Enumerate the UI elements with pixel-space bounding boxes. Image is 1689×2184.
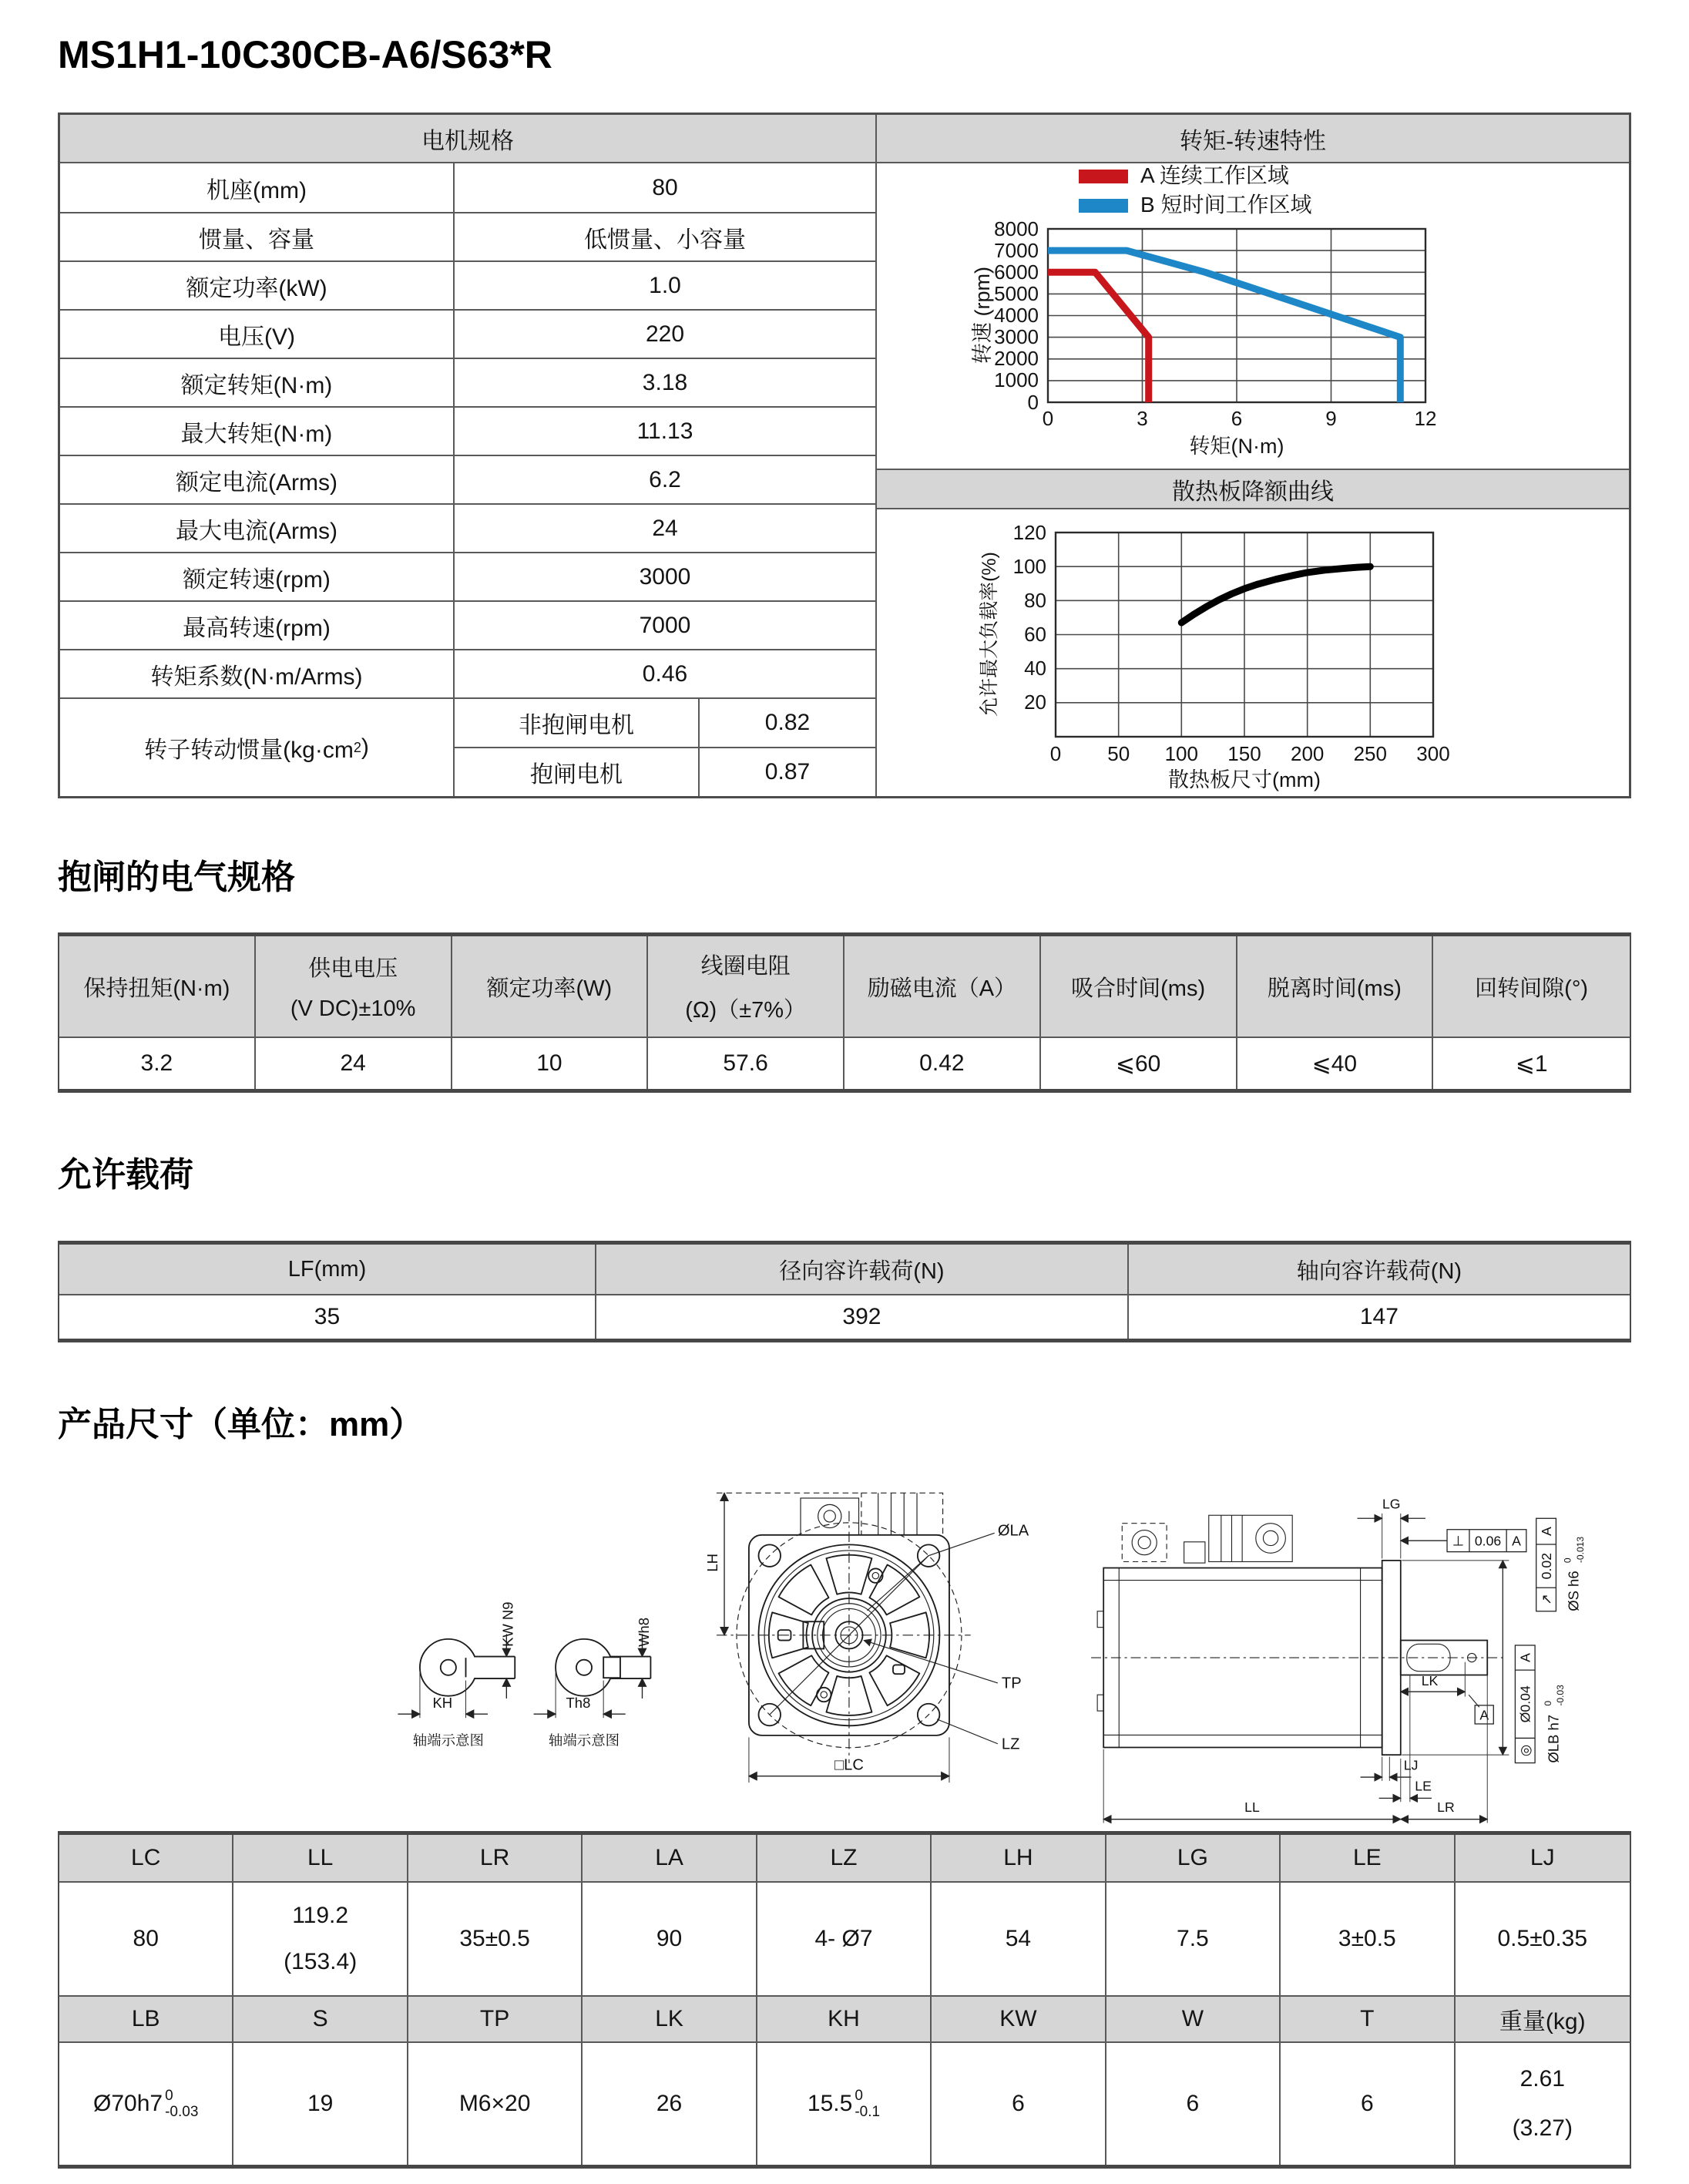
x-axis-ticks [1050,742,1450,765]
svg-text:120: 120 [1012,521,1046,544]
inertia-label-sup: 2 [353,739,361,755]
svg-text:100: 100 [1012,555,1046,578]
svg-text:250: 250 [1353,742,1387,765]
dim-label-kw: KW N9 [499,1601,516,1647]
shaft-end-view-1 [398,1602,515,1749]
legend-label-short-time: B 短时间工作区域 [1140,193,1312,217]
table-row [60,552,875,600]
inertia-label-text: 转子转动惯量(kg·cm [144,738,354,763]
dim-label-kh: KH [432,1694,453,1711]
table-cell: M6×20 [408,2041,583,2165]
column-header: 线圈电阻 (Ω)（±7%） [648,936,844,1037]
dim-label-t: Th8 [566,1694,591,1711]
series-derating-curve [1181,566,1370,623]
legend-swatch-continuous [1079,170,1128,183]
x-axis-label: 转矩(N·m) [1189,435,1284,458]
svg-text:0.02: 0.02 [1538,1552,1554,1580]
runout-tolerance [1536,1518,1556,1611]
column-header: 回转间隙(°) [1433,936,1630,1037]
svg-text:⊥: ⊥ [1452,1533,1465,1549]
dim-label-lc: □LC [834,1756,864,1774]
svg-text:100: 100 [1164,742,1198,765]
spec-value: 0.87 [764,759,811,785]
svg-text:0: 0 [1042,407,1054,430]
connector-side [1122,1515,1292,1563]
table-row [455,747,875,796]
spec-label: 最高转速(rpm) [60,600,455,649]
spec-value: 1.0 [455,260,875,309]
y-axis-label: 允许最大负载率(%) [979,552,1000,717]
table-cell: 90 [583,1881,757,1995]
svg-text:0: 0 [1542,1700,1553,1706]
spec-label: 额定转速(rpm) [60,552,455,600]
table-cell: 35±0.5 [408,1881,583,1995]
table-cell: Ø70h7 0 -0.03 [59,2041,233,2165]
inertia-label-close: ) [361,734,369,760]
table-row [60,455,875,503]
shaft-end-caption: 轴端示意图 [412,1732,484,1749]
svg-text:80: 80 [1024,589,1046,612]
column-header: LB [59,1995,233,2041]
svg-text:7000: 7000 [994,239,1039,262]
series-short-time-zone [1048,250,1400,402]
column-header: LC [59,1835,233,1881]
dim-label-tp: TP [1001,1675,1022,1692]
table-row [60,309,875,358]
allowable-load-table [58,1241,1631,1342]
table-row [60,358,875,406]
spec-label: 额定功率(kW) [60,260,455,309]
dimension-table [58,1831,1631,2169]
column-header: TP [408,1995,583,2041]
dim-label-lj: LJ [1403,1757,1419,1773]
column-header: LK [583,1995,757,2041]
table-cell: 6 [932,2041,1106,2165]
table-cell: 35 [59,1294,596,1339]
column-header: 脱离时间(ms) [1237,936,1434,1037]
column-header: LH [932,1835,1106,1881]
spec-label: 转矩系数(N·m/Arms) [60,649,455,697]
spec-value: 0.82 [764,710,811,735]
shaft-end-caption: 轴端示意图 [548,1732,620,1749]
svg-text:50: 50 [1107,742,1130,765]
column-header: LZ [757,1835,932,1881]
table-row [60,503,875,552]
svg-text:◎: ◎ [1517,1744,1533,1757]
table-row [60,212,875,260]
spec-label: 最大电流(Arms) [60,503,455,552]
column-header: LA [583,1835,757,1881]
inertia-sub-table [455,699,875,796]
svg-text:1000: 1000 [994,368,1039,391]
svg-text:2000: 2000 [994,347,1039,370]
perpendicularity-tolerance [1401,1530,1526,1552]
column-header: KH [757,1995,932,2041]
column-header: LE [1281,1835,1455,1881]
spec-value: 80 [652,174,678,200]
shaft-diameter-label [1563,1537,1586,1611]
svg-text:6: 6 [1231,407,1243,430]
svg-text:60: 60 [1024,623,1046,646]
column-header: KW [932,1995,1106,2041]
spec-label: 电压(V) [60,309,455,358]
spec-value: 11.13 [455,406,875,455]
svg-text:4000: 4000 [994,304,1039,327]
svg-text:0: 0 [1562,1557,1573,1564]
column-header: LG [1106,1835,1281,1881]
column-header: T [1281,1995,1455,2041]
svg-text:9: 9 [1325,407,1337,430]
column-header: 励磁电流（A） [844,936,1041,1037]
brake-section-title: 抱闸的电气规格 [58,858,295,896]
svg-text:6000: 6000 [994,260,1039,284]
dim-label-lh: LH [703,1554,720,1572]
column-header: 供电电压 (V DC)±10% [256,936,452,1037]
table-cell: ⩽40 [1237,1037,1434,1089]
svg-text:ØLB h7: ØLB h7 [1545,1714,1562,1763]
shaft-end-view-2 [534,1618,652,1748]
derating-chart-svg [963,509,1487,791]
table-cell: 2.61 (3.27) [1456,2041,1630,2165]
dim-label-lk: LK [1421,1673,1439,1689]
table-cell: 80 [59,1881,233,1995]
table-cell: 24 [256,1037,452,1089]
legend-label-continuous: A 连续工作区域 [1140,163,1289,187]
derating-chart-header: 散热板降额曲线 [877,469,1629,509]
table-row [455,699,875,747]
motor-spec-header: 电机规格 [60,115,875,163]
table-row [60,649,875,697]
motor-spec-table [58,113,1631,798]
dim-label-le: LE [1415,1778,1432,1794]
inertia-row [60,697,875,796]
flange-diameter-label [1543,1685,1566,1763]
brake-spec-table [58,932,1631,1093]
side-view-drawing [1069,1473,1627,1836]
svg-text:20: 20 [1024,690,1046,714]
column-header: 吸合时间(ms) [1041,936,1237,1037]
motor-spec-left [60,115,875,796]
dimensions-section-title: 产品尺寸（单位：mm） [58,1406,424,1443]
spec-value: 24 [455,503,875,552]
table-cell: 3±0.5 [1281,1881,1455,1995]
charts-panel [875,115,1629,796]
column-header: S [233,1995,408,2041]
front-view-drawing [351,1473,1049,1836]
table-cell: 19 [233,2041,408,2165]
table-row [60,600,875,649]
torque-speed-chart-svg [963,163,1487,465]
table-cell: 15.5 0 -0.1 [757,2041,932,2165]
svg-text:3000: 3000 [994,325,1039,348]
svg-text:0.06: 0.06 [1474,1533,1502,1549]
spec-value: 3000 [455,552,875,600]
y-axis-label: 转速 (rpm) [971,267,994,364]
table-row [60,260,875,309]
svg-text:Ø0.04: Ø0.04 [1517,1685,1533,1723]
svg-text:↗: ↗ [1538,1594,1554,1605]
spec-value: 7000 [455,600,875,649]
table-cell: 6 [1281,2041,1455,2165]
svg-text:A: A [1538,1527,1554,1537]
dim-label-lg: LG [1382,1496,1401,1512]
table-row [60,406,875,455]
table-cell: 6 [1106,2041,1281,2165]
column-header: LJ [1456,1835,1630,1881]
motor-front-view [704,1493,1029,1782]
column-header: 保持扭矩(N·m) [59,936,256,1037]
derating-chart [877,509,1629,796]
spec-value: 6.2 [455,455,875,503]
legend-swatch-short-time [1079,199,1128,213]
column-header: 径向容许载荷(N) [596,1245,1129,1294]
column-header: 额定功率(W) [452,936,649,1037]
column-header: 重量(kg) [1456,1995,1630,2041]
column-header: 轴向容许载荷(N) [1129,1245,1630,1294]
y-axis-ticks [994,217,1039,414]
dim-label-lz: LZ [1001,1735,1020,1753]
dim-label-w: Wh8 [635,1618,652,1647]
table-cell: 3.2 [59,1037,256,1089]
concentricity-tolerance [1515,1645,1535,1763]
dim-label-ll: LL [1244,1799,1260,1816]
table-cell: 0.5±0.35 [1456,1881,1630,1995]
table-cell: 57.6 [648,1037,844,1089]
connector-top [801,1493,943,1535]
svg-text:A: A [1512,1533,1521,1549]
svg-text:12: 12 [1414,407,1437,430]
table-cell: 10 [452,1037,649,1089]
table-cell: 0.42 [844,1037,1041,1089]
spec-sublabel: 抱闸电机 [455,748,700,796]
svg-text:0: 0 [1049,742,1062,765]
svg-text:8000: 8000 [994,217,1039,240]
table-row [60,163,875,212]
datum-label: A [1479,1707,1489,1723]
table-cell: 4- Ø7 [757,1881,932,1995]
svg-text:-0.013: -0.013 [1574,1536,1586,1564]
table-cell: ⩽60 [1041,1037,1237,1089]
table-cell: ⩽1 [1433,1037,1630,1089]
svg-text:ØS h6: ØS h6 [1565,1571,1582,1611]
svg-text:300: 300 [1416,742,1450,765]
svg-text:5000: 5000 [994,282,1039,305]
chart-grid [1056,533,1433,737]
table-cell: 119.2 (153.4) [233,1881,408,1995]
spec-value: 低惯量、小容量 [455,212,875,260]
x-axis-ticks [1043,407,1437,430]
y-axis-ticks [1013,521,1046,714]
svg-text:3: 3 [1137,407,1148,430]
table-cell: 392 [596,1294,1129,1339]
spec-label [60,699,455,796]
spec-label: 惯量、容量 [60,212,455,260]
spec-label: 额定电流(Arms) [60,455,455,503]
svg-text:0: 0 [1027,391,1039,414]
page-title: MS1H1-10C30CB-A6/S63*R [58,33,552,76]
svg-text:40: 40 [1024,657,1046,680]
spec-value: 3.18 [455,358,875,406]
x-axis-label: 散热板尺寸(mm) [1168,768,1321,791]
dim-label-la: ØLA [997,1522,1029,1540]
spec-sublabel: 非抱闸电机 [455,699,700,747]
torque-speed-chart-header: 转矩-转速特性 [877,115,1629,163]
table-cell: 7.5 [1106,1881,1281,1995]
dim-label-lr: LR [1437,1799,1455,1816]
torque-speed-chart [877,163,1629,469]
column-header: LF(mm) [59,1245,596,1294]
column-header: W [1106,1995,1281,2041]
table-cell: 147 [1129,1294,1630,1339]
chart-grid [1048,229,1425,402]
svg-text:150: 150 [1227,742,1261,765]
svg-text:A: A [1517,1653,1533,1662]
svg-text:200: 200 [1291,742,1325,765]
table-cell: 54 [932,1881,1106,1995]
table-cell: 26 [583,2041,757,2165]
spec-label: 机座(mm) [60,163,455,212]
dimension-drawings [58,1473,1631,1816]
spec-value: 0.46 [455,649,875,697]
motor-side-view [1091,1496,1586,1823]
column-header: LL [233,1835,408,1881]
spec-label: 最大转矩(N·m) [60,406,455,455]
spec-label: 额定转矩(N·m) [60,358,455,406]
svg-text:-0.03: -0.03 [1555,1685,1566,1706]
spec-value: 220 [455,309,875,358]
load-section-title: 允许载荷 [58,1156,193,1194]
column-header: LR [408,1835,583,1881]
